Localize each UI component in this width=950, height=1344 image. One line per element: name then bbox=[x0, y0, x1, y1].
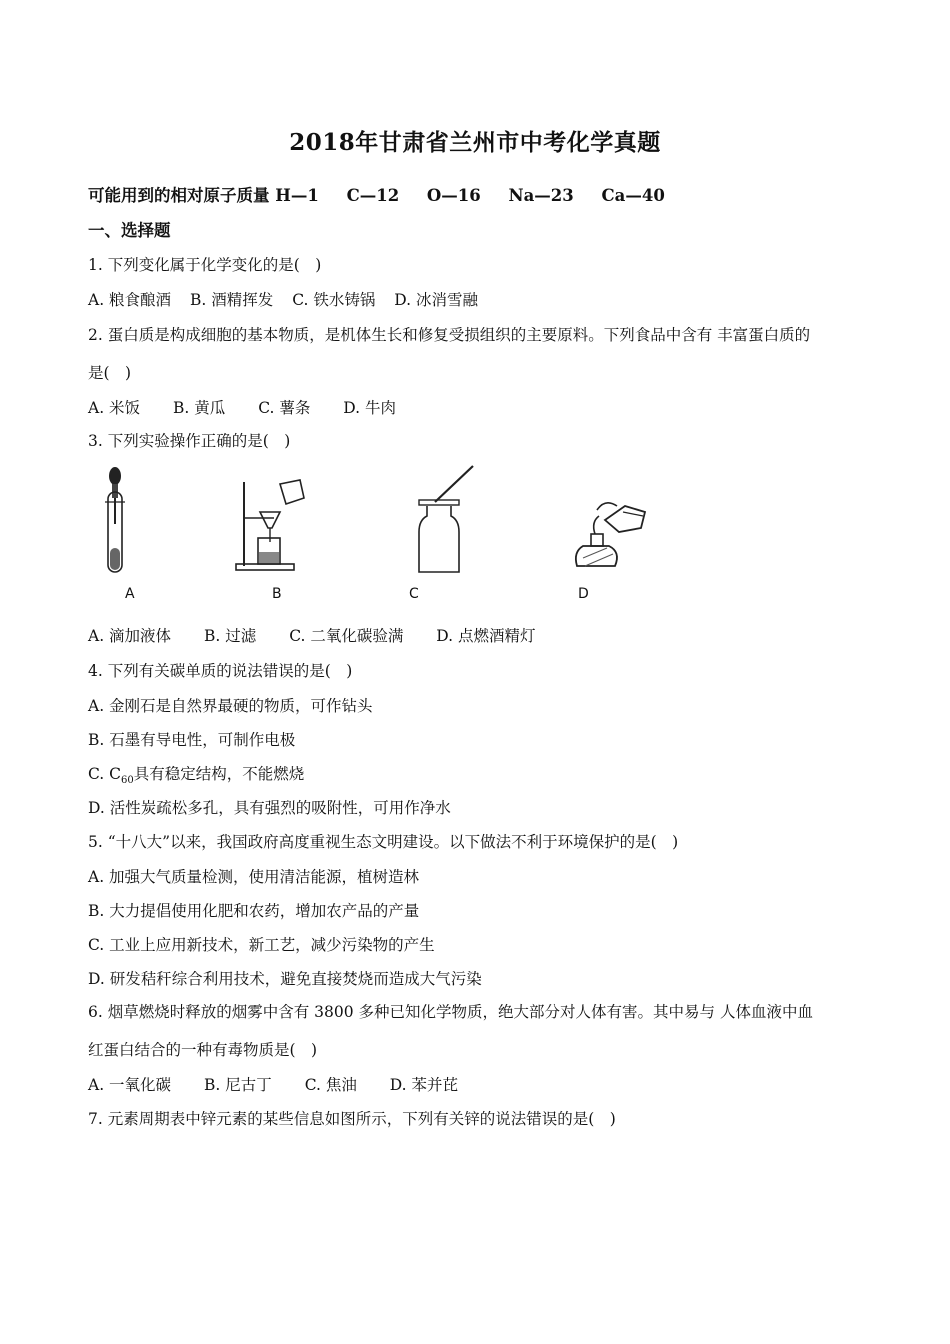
q1-option-d: D. 冰消雪融 bbox=[394, 291, 479, 309]
q4-option-c-suffix: 具有稳定结构，不能燃烧 bbox=[133, 765, 305, 783]
atomic-masses-line bbox=[88, 182, 665, 206]
q4-option-d: D. 活性炭疏松多孔，具有强烈的吸附性，可用作净水 bbox=[88, 799, 451, 817]
mass-o: O—16 bbox=[426, 186, 481, 205]
q6-option-c: C. 焦油 bbox=[304, 1076, 357, 1094]
q2-option-c: C. 薯条 bbox=[258, 399, 311, 417]
fig-label-b: B bbox=[272, 586, 282, 602]
mass-h: H—1 bbox=[275, 186, 319, 205]
q5-option-d: D. 研发秸秆综合利用技术，避免直接焚烧而造成大气污染 bbox=[88, 970, 482, 988]
q4-option-c-prefix: C. C bbox=[88, 765, 122, 783]
q5-option-a: A. 加强大气质量检测，使用清洁能源，植树造林 bbox=[88, 868, 420, 886]
q3-figures bbox=[95, 462, 695, 612]
page-title: 2018年甘肃省兰州市中考化学真题 bbox=[289, 129, 661, 156]
q3-option-d: D. 点燃酒精灯 bbox=[436, 627, 536, 645]
q7-stem: 7. 元素周期表中锌元素的某些信息如图所示，下列有关锌的说法错误的是( ) bbox=[88, 1110, 616, 1128]
mass-na: Na—23 bbox=[508, 186, 574, 205]
q4-stem: 4. 下列有关碳单质的说法错误的是( ) bbox=[88, 662, 353, 680]
q5-option-b: B. 大力提倡使用化肥和农药，增加农产品的产量 bbox=[88, 902, 420, 920]
q2-option-d: D. 牛肉 bbox=[343, 399, 397, 417]
q2-option-b: B. 黄瓜 bbox=[173, 399, 226, 417]
q6-option-d: D. 苯并芘 bbox=[389, 1076, 459, 1094]
q6-option-a: A. 一氧化碳 bbox=[88, 1076, 172, 1094]
q1-option-a: A. 粮食酿酒 bbox=[88, 291, 172, 309]
q5-stem: 5. “十八大”以来，我国政府高度重视生态文明建设。以下做法不利于环境保护的是( ) bbox=[88, 833, 679, 851]
q1-stem: 1. 下列变化属于化学变化的是( ) bbox=[88, 256, 322, 274]
q1-options bbox=[88, 288, 478, 310]
q1-option-b: B. 酒精挥发 bbox=[190, 291, 274, 309]
q2-stem-line1: 2. 蛋白质是构成细胞的基本物质，是机体生长和修复受损组织的主要原料。下列食品中含有 丰富蛋白质的 bbox=[88, 326, 811, 344]
fig-label-c: C bbox=[409, 586, 419, 602]
fig-label-d: D bbox=[578, 586, 589, 602]
q6-options bbox=[88, 1073, 458, 1095]
atomic-masses-prefix: 可能用到的相对原子质量 bbox=[88, 186, 270, 205]
q5-option-c: C. 工业上应用新技术，新工艺，减少污染物的产生 bbox=[88, 936, 435, 954]
mass-ca: Ca—40 bbox=[601, 186, 665, 205]
section-heading: 一、选择题 bbox=[88, 221, 171, 240]
q1-option-c: C. 铁水铸锅 bbox=[292, 291, 376, 309]
q4-option-c bbox=[88, 762, 304, 786]
q3-option-b: B. 过滤 bbox=[204, 627, 257, 645]
q3-option-a: A. 滴加液体 bbox=[88, 627, 172, 645]
dropper-figure bbox=[95, 462, 135, 582]
q2-stem-line2: 是( ) bbox=[88, 364, 132, 382]
fig-label-a: A bbox=[125, 586, 135, 602]
q6-stem-line2: 红蛋白结合的一种有毒物质是( ) bbox=[88, 1041, 318, 1059]
mass-c: C—12 bbox=[346, 186, 400, 205]
q3-option-c: C. 二氧化碳验满 bbox=[289, 627, 404, 645]
q2-option-a: A. 米饭 bbox=[88, 399, 141, 417]
q6-stem-line1: 6. 烟草燃烧时释放的烟雾中含有 3800 多种已知化学物质，绝大部分对人体有害。其中易与 人体血液中血 bbox=[88, 1003, 813, 1021]
alcohol-lamp-figure bbox=[565, 462, 665, 582]
q2-options bbox=[88, 396, 396, 418]
q6-option-b: B. 尼古丁 bbox=[204, 1076, 272, 1094]
q4-option-b: B. 石墨有导电性，可制作电极 bbox=[88, 731, 296, 749]
q3-stem: 3. 下列实验操作正确的是( ) bbox=[88, 432, 291, 450]
q3-options bbox=[88, 624, 536, 646]
gas-bottle-figure bbox=[413, 462, 483, 582]
filtration-figure bbox=[230, 462, 310, 582]
q4-option-a: A. 金刚石是自然界最硬的物质，可作钻头 bbox=[88, 697, 373, 715]
q4-option-c-subscript: 60 bbox=[121, 775, 134, 787]
